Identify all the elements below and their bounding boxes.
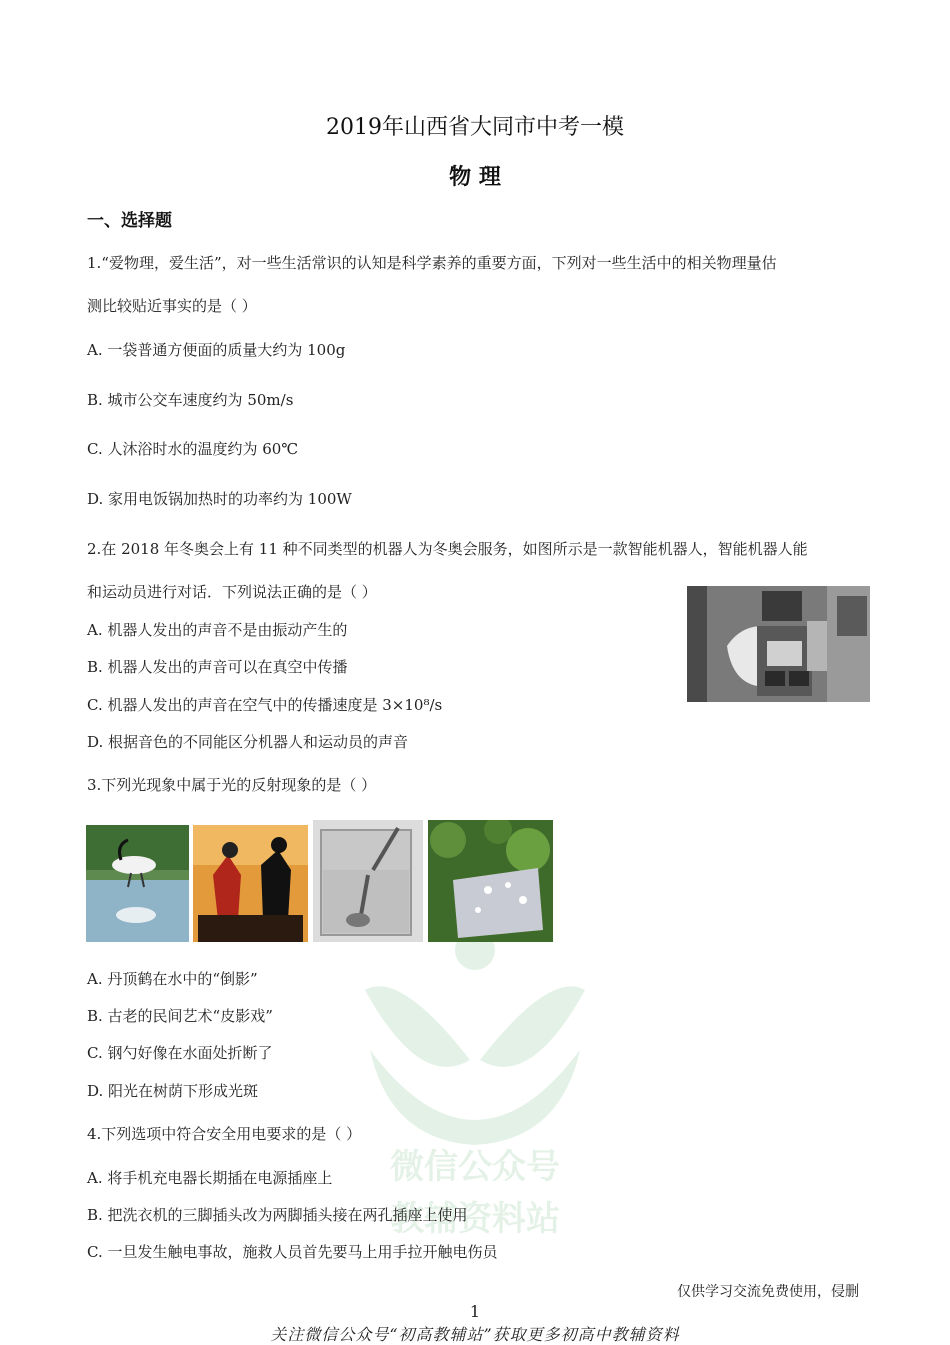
usage-note: 仅供学习交流免费使用，侵删: [677, 1284, 859, 1300]
question-1-option-a: A. 一袋普通方便面的质量大约为 100g: [87, 341, 346, 359]
question-3-option-c: C. 钢勺好像在水面处折断了: [87, 1044, 273, 1062]
robot-photo: [687, 586, 870, 702]
shadow-puppet-photo: [193, 825, 308, 942]
spoon-in-water-photo: [313, 820, 423, 942]
question-4-option-c: C. 一旦发生触电事故，施救人员首先要马上用手拉开触电伤员: [87, 1243, 498, 1261]
question-2-stem-line1: 2.在 2018 年冬奥会上有 11 种不同类型的机器人为冬奥会服务，如图所示是一款智能机器人，智能机器人能: [87, 540, 808, 558]
question-4-option-b: B. 把洗衣机的三脚插头改为两脚插头接在两孔插座上使用: [87, 1206, 468, 1224]
question-4-option-a: A. 将手机充电器长期插在电源插座上: [87, 1169, 333, 1187]
question-1-option-c: C. 人沐浴时水的温度约为 60℃: [87, 440, 299, 458]
question-2-option-b: B. 机器人发出的声音可以在真空中传播: [87, 658, 348, 676]
question-2-option-a: A. 机器人发出的声音不是由振动产生的: [87, 621, 348, 639]
question-3-stem: 3.下列光现象中属于光的反射现象的是（ ）: [87, 776, 377, 794]
question-3-option-a: A. 丹顶鹤在水中的“倒影”: [87, 970, 258, 988]
page-number: 1: [469, 1302, 481, 1321]
question-2-stem-line2: 和运动员进行对话．下列说法正确的是（ ）: [87, 583, 377, 601]
watermark-text-1: 微信公众号: [390, 1147, 560, 1187]
document-title: 2019年山西省大同市中考一模: [326, 115, 624, 140]
question-1-stem-line2: 测比较贴近事实的是（ ）: [87, 297, 257, 315]
question-1-option-d: D. 家用电饭锅加热时的功率约为 100W: [87, 490, 352, 508]
question-1-stem-line1: 1.“爱物理，爱生活”，对一些生活常识的认知是科学素养的重要方面，下列对一些生活中的相关物理量估: [87, 254, 777, 272]
section-heading: 一、选择题: [87, 211, 172, 231]
tree-shade-light-photo: [428, 820, 553, 942]
crane-reflection-photo: [86, 825, 189, 942]
question-2-option-d: D. 根据音色的不同能区分机器人和运动员的声音: [87, 733, 409, 751]
watermark-text-2: 教辅资料站: [390, 1199, 560, 1239]
subject-title: 物 理: [449, 164, 501, 190]
question-3-option-b: B. 古老的民间艺术“皮影戏”: [87, 1007, 273, 1025]
question-1-option-b: B. 城市公交车速度约为 50m/s: [87, 391, 294, 409]
question-3-option-d: D. 阳光在树荫下形成光斑: [87, 1082, 259, 1100]
question-2-option-c: C. 机器人发出的声音在空气中的传播速度是 3×10⁸/s: [87, 696, 443, 714]
footer-banner: 关注微信公众号“初高教辅站”获取更多初高中教辅资料: [270, 1325, 680, 1344]
question-4-stem: 4.下列选项中符合安全用电要求的是（ ）: [87, 1125, 362, 1143]
